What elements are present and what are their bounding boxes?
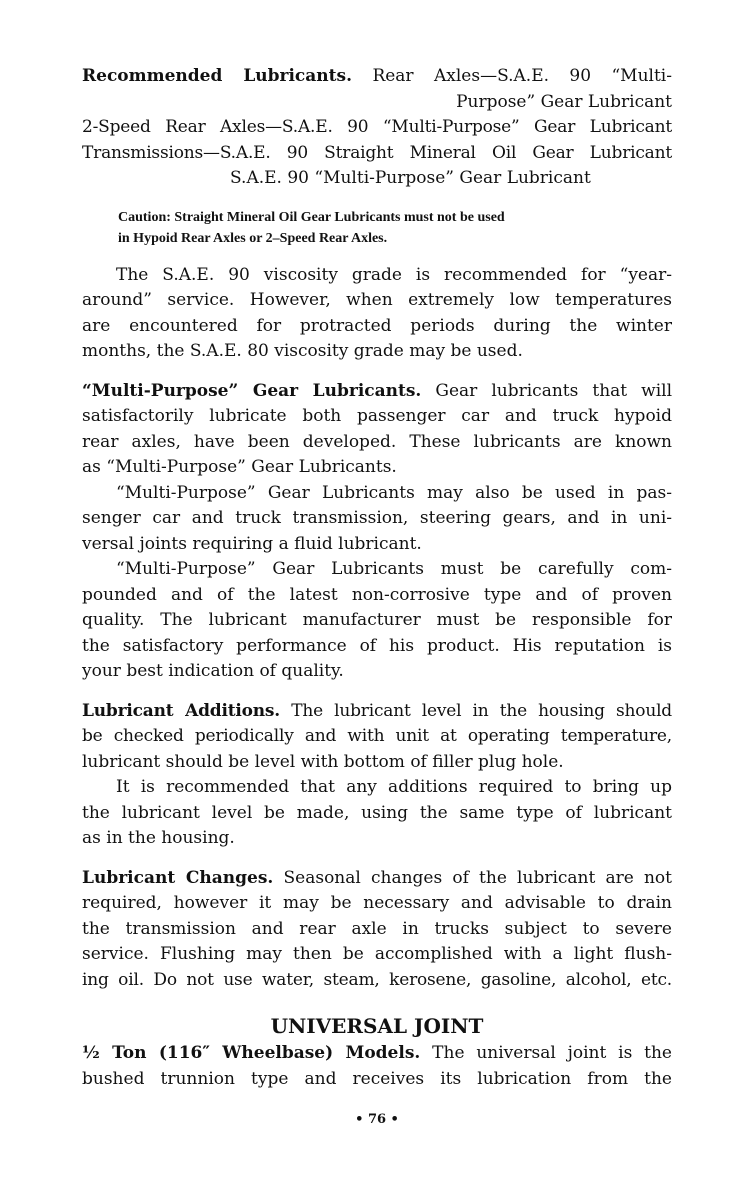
text-line: months, the S.A.E. 80 viscosity grade may be used. (82, 341, 523, 361)
text-line: quality. The lubricant manufacturer must be responsible for (82, 610, 672, 630)
text-line: ing oil. Do not use water, steam, kerosene, gasoline, alcohol, etc. (82, 969, 672, 990)
text-line: the lubricant level be made, using the same type of lubricant (82, 802, 672, 823)
universal-joint-section (82, 1041, 672, 1092)
text-line: ½ Ton (116″ Wheelbase) Models. The universal joint is the (82, 1043, 672, 1063)
additions-section (82, 699, 672, 852)
text-line: are encountered for protracted periods during the winter (82, 315, 672, 336)
text-line: It is recommended that any additions required to bring up (116, 777, 672, 797)
text-line: the transmission and rear axle in trucks subject to severe (82, 918, 672, 939)
page-number: • 76 • (355, 1112, 399, 1127)
text-line: lubricant should be level with bottom of filler plug hole. (82, 751, 564, 772)
text-line: “Multi-Purpose” Gear Lubricants must be carefully com- (116, 559, 672, 579)
text-line: the satisfactory performance of his product. His reputation is (82, 635, 672, 656)
text-line: satisfactorily lubricate both passenger car and truck hypoid (82, 406, 672, 426)
text-line: senger car and truck transmission, steering gears, and in uni- (82, 508, 672, 528)
text-line: bushed trunnion type and receives its lubrication from the (82, 1068, 672, 1089)
text-line: required, however it may be necessary and advisable to drain (82, 893, 672, 913)
text-line: Purpose” Gear Lubricant (456, 91, 672, 112)
text-line: around” service. However, when extremely low temperatures (82, 290, 672, 310)
section-heading: Lubricant Changes. (82, 867, 274, 888)
caution-note (82, 207, 672, 249)
changes-section (82, 866, 672, 994)
text-line: Transmissions—S.A.E. 90 Straight Mineral Oil Gear Lubricant (82, 142, 672, 163)
section-heading: ½ Ton (116″ Wheelbase) Models. (82, 1043, 421, 1063)
document-page (82, 64, 672, 1127)
text-line: pounded and of the latest non-corrosive type and of proven (82, 584, 672, 605)
recommended-lubricants-section (82, 64, 672, 192)
text-line: service. Flushing may then be accomplished with a light flush- (82, 944, 672, 964)
text-line: S.A.E. 90 “Multi-Purpose” Gear Lubricant (230, 168, 591, 188)
text-line: Recommended Lubricants. Rear Axles—S.A.E. 90 “Multi- (82, 66, 672, 86)
multipurpose-section (82, 379, 672, 685)
caution-line: in Hypoid Rear Axles or 2–Speed Rear Axles. (118, 230, 388, 246)
text-line: as in the housing. (82, 828, 235, 848)
text-line: “Multi-Purpose” Gear Lubricants may also be used in pas- (116, 482, 672, 503)
text-line: as “Multi-Purpose” Gear Lubricants. (82, 457, 397, 477)
viscosity-paragraph (82, 263, 672, 365)
text-line: your best indication of quality. (82, 661, 344, 681)
section-heading: Lubricant Additions. (82, 700, 281, 721)
text-line: versal joints requiring a fluid lubricant. (82, 533, 422, 554)
section-heading: Recommended Lubricants. (82, 66, 352, 86)
section-heading: “Multi-Purpose” Gear Lubricants. (82, 380, 422, 401)
text-line: Lubricant Changes. Seasonal changes of the lubricant are not (82, 867, 672, 888)
text-line: 2-Speed Rear Axles—S.A.E. 90 “Multi-Purpose” Gear Lubricant (82, 117, 672, 137)
text-line: “Multi-Purpose” Gear Lubricants. Gear lubricants that will (82, 380, 673, 401)
text-line: Lubricant Additions. The lubricant level in the housing should (82, 700, 672, 721)
text-line: be checked periodically and with unit at operating temperature, (82, 726, 672, 746)
caution-line: Caution: Straight Mineral Oil Gear Lubricants must not be used (118, 209, 505, 225)
text-line: The S.A.E. 90 viscosity grade is recommended for “year- (116, 264, 672, 285)
universal-joint-title: UNIVERSAL JOINT (270, 1014, 484, 1038)
text-line: rear axles, have been developed. These lubricants are known (82, 431, 672, 452)
